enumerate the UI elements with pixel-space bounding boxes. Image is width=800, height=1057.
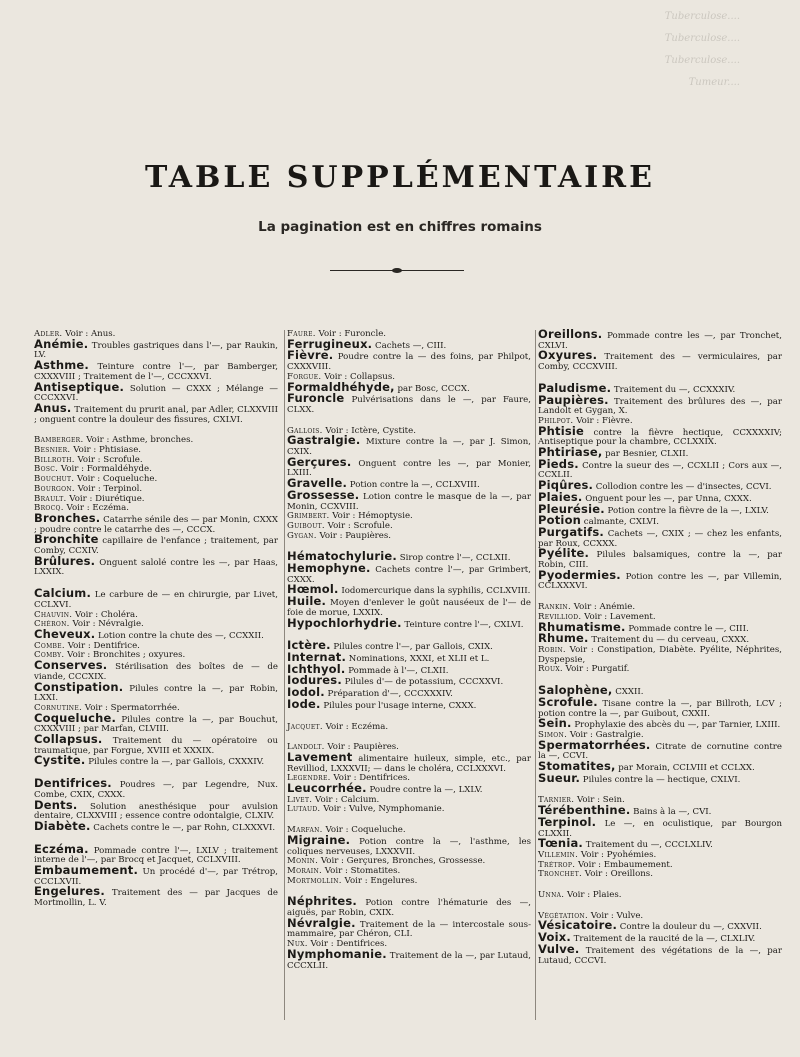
index-entry: Mortmollin. Voir : Engelures. <box>287 875 418 886</box>
index-entry: Stomatites, par Morain, CCLVIII et CCLXX. <box>538 759 755 774</box>
index-entry: Vésicatoire. Contre la douleur du —, CXXVII. <box>538 918 762 933</box>
index-entry: Engelures. Traitement des — par Jacques de Mortmollin, L. V. <box>34 884 278 909</box>
ghost-line: Tuberculose.... <box>664 33 740 44</box>
index-entry: Tœnia. Traitement du —, CCCLXLIV. <box>538 836 713 851</box>
index-entry: Purgatifs. Cachets —, CXIX ; — chez les enfants, par Roux, CCXXX. <box>538 524 782 549</box>
index-entry: Térébenthine. Bains à la —, CVI. <box>538 803 712 818</box>
index-entry: Bamberger. Voir : Asthme, bronches. <box>34 435 194 446</box>
index-entry: Hemophyne. Cachets contre l'—, par Grimbert, CXXX. <box>287 561 531 585</box>
ghost-line: Tuberculose.... <box>664 11 740 22</box>
index-entry: Besnier. Voir : Phtisiase. <box>34 445 142 456</box>
index-entry: Oreillons. Pommade contre les —, par Tronchet, CXLVI. <box>538 327 782 351</box>
index-entry: Cheveux. Lotion contre la chute des —, CCXXII. <box>34 626 264 641</box>
index-entry: Asthme. Teinture contre l'—, par Bamberger, CXXXVIII ; Traitement de l'—, CCCXXVI. <box>34 358 278 382</box>
index-entry: Chauvin. Voir : Choléra. <box>34 609 138 620</box>
ornamental-divider <box>330 268 464 274</box>
index-entry: Plaies. Onguent pour les —, par Unna, CXXX. <box>538 489 752 504</box>
index-entry: Robin. Voir : Constipation, Diabète. Pyélite, Néphrites, Dyspepsie, <box>538 644 782 665</box>
index-entry: Gravelle. Potion contre la —, CCLXVIII. <box>287 476 480 491</box>
index-entry: Phtisie contre la fièvre hectique, CCXXXXIV; Antiseptique pour la chambre, CCLXXIX. <box>538 423 782 448</box>
index-entry: Gastralgie. Mixture contre la —, par J. Simon, CXIX. <box>287 433 531 458</box>
index-entry: Philpot. Voir : Fièvre. <box>538 415 633 426</box>
index-entry: Fièvre. Poudre contre la — des foins, par Philpot, CXXXVIII. <box>287 348 531 373</box>
index-entry: Dentifrices. Poudres —, par Legendre, Nux. Combe, CXIX, CXXX. <box>34 776 278 800</box>
index-entry: Gerçures. Onguent contre les —, par Monier, LXIII. <box>287 454 531 479</box>
index-entry: Landolt. Voir : Paupières. <box>287 742 399 753</box>
index-entry: Pyélite. Pilules balsamiques, contre la —, par Robin, CIII. <box>538 546 782 571</box>
section-gap <box>287 416 531 427</box>
index-entry: Dents. Solution anesthésique pour avulsion dentaire, CLXXVIII ; essence contre odontalgie, CLXIV. <box>34 797 278 822</box>
index-entry: Collapsus. Traitement du — opératoire ou traumatique, par Forgue, XVIII et XXXIX. <box>34 732 278 756</box>
index-entry: Anus. Traitement du prurit anal, par Adler, CLXXVIII ; onguent contre la douleur des fissures, CXLVI. <box>34 400 278 425</box>
index-entry: Comby. Voir : Bronchites ; oxyures. <box>34 650 186 661</box>
index-entry: Forgue. Voir : Collapsus. <box>287 371 395 382</box>
index-entry: Névralgie. Traitement de la — intercostale sous-mammaire, par Chéron, CLI. <box>287 915 531 940</box>
ghost-line: Tuberculose.... <box>664 55 740 66</box>
index-entry: Faure. Voir : Furoncle. <box>287 329 387 339</box>
index-entry: Billroth. Voir : Scrofule. <box>34 454 143 465</box>
index-entry: Gygan. Voir : Paupières. <box>287 530 391 541</box>
index-entry: Monin. Voir : Gerçures, Bronches, Grossesse. <box>287 856 486 867</box>
index-entry: Unna. Voir : Plaies. <box>538 890 622 901</box>
index-entry: Ichthyol. Pommade à l'—, CLXII. <box>287 661 449 676</box>
index-entry: Antiseptique. Solution — CXXX ; Mélange — CCCXXVI. <box>34 379 278 404</box>
index-entry: Hématochylurie. Sirop contre l'—, CCLXII. <box>287 549 511 564</box>
index-entry: Eczéma. Pommade contre l'—, LXLV ; traitement interne de l'—, par Brocq et Jacquet, CCLXVIII. <box>34 841 278 866</box>
page-title: TABLE SUPPLÉMENTAIRE <box>145 160 655 195</box>
page-subtitle: La pagination est en chiffres romains <box>258 219 542 235</box>
index-entry: Tarnier. Voir : Sein. <box>538 795 625 806</box>
index-entry: Bosc. Voir : Formaldéhyde. <box>34 464 152 475</box>
index-entry: Villemin. Voir : Pyohémies. <box>538 849 657 860</box>
index-entry: Phtiriase, par Besnier, CLXII. <box>538 445 689 460</box>
index-entry: Oxyures. Traitement des — vermiculaires, par Comby, CCCXVIII. <box>538 348 782 373</box>
index-entry: Simon. Voir : Gastralgie. <box>538 729 644 740</box>
index-entry: Hœmol. Iodomercurique dans la syphilis, CCLXVIII. <box>287 582 531 597</box>
index-entry: Nymphomanie. Traitement de la —, par Lutaud, CCCXLII. <box>287 946 531 971</box>
index-entry: Brûlures. Onguent salolé contre les —, par Haas, LXXIX. <box>34 553 278 578</box>
index-entry: Anémie. Troubles gastriques dans l'—, par Raukin, LV. <box>34 336 278 361</box>
index-entry: Grossesse. Lotion contre le masque de la —, par Monin, CCXVIII. <box>287 487 531 512</box>
index-entry: Végétation. Voir : Vulve. <box>538 910 644 921</box>
index-entry: Trétrop. Voir : Embaumement. <box>538 859 673 870</box>
index-entry: Nux. Voir : Dentifrices. <box>287 939 388 950</box>
ghost-line: Tumeur.... <box>688 77 740 88</box>
index-entry: Chéron. Voir : Névralgie. <box>34 619 144 630</box>
index-entry: Bronches. Catarrhe sénile des — par Monin, CXXX ; poudre contre le catarrhe des —, CCCX. <box>34 510 278 535</box>
index-entry: Conserves. Stérilisation des boîtes de — de viande, CCCXIX. <box>34 658 278 682</box>
index-entry: Marfan. Voir : Coqueluche. <box>287 825 406 836</box>
index-entry: Legendre. Voir : Dentifrices. <box>287 773 410 784</box>
index-entry: Gallois. Voir : Ictère, Cystite. <box>287 425 416 436</box>
index-entry: Cornutine. Voir : Spermatorrhée. <box>34 702 180 713</box>
index-entry: Rankin. Voir : Anémie. <box>538 602 636 613</box>
index-entry: Embaumement. Un procédé d'—, par Trétrop, CCCLXVII. <box>34 863 278 887</box>
index-entry: Paludisme. Traitement du —, CCXXXIV. <box>538 380 736 395</box>
index-column-1 <box>34 330 278 909</box>
index-entry: Formaldhéhyde, par Bosc, CCCX. <box>287 379 470 394</box>
bleed-through-header <box>520 6 740 116</box>
divider-ornament <box>392 268 402 273</box>
index-entry: Terpinol. Le —, en oculistique, par Bourgon CLXXII. <box>538 814 782 839</box>
index-entry: Revilliod. Voir : Lavement. <box>538 611 656 622</box>
index-entry: Bronchite capillaire de l'enfance ; traitement, par Comby, CCXIV. <box>34 532 278 557</box>
index-entry: Constipation. Pilules contre la —, par Robin, LXXI. <box>34 679 278 704</box>
index-entry: Iodol. Préparation d'—, CCCXXXIV. <box>287 685 453 700</box>
index-entry: Huile. Moyen d'enlever le goût nauséeux de l'— de foie de morue, LXXIX. <box>287 594 531 618</box>
index-entry: Adler. Voir : Anus. <box>34 329 116 339</box>
index-entry: Brault. Voir : Diurétique. <box>34 493 145 504</box>
index-entry: Ferrugineux. Cachets —, CIII. <box>287 336 447 351</box>
index-entry: Livet. Voir : Calcium. <box>287 794 380 805</box>
index-entry: Vulve. Traitement des végétations de la —, par Lutaud, CCCVI. <box>538 941 782 966</box>
index-column-3 <box>535 327 782 1020</box>
index-entry: Furoncle Pulvérisations dans le —, par Faure, CLXX. <box>287 391 531 415</box>
index-entry: Pieds. Contre la sueur des —, CCXLII ; Cors aux —, CCXLII. <box>538 456 782 481</box>
index-entry: Spermatorrhées. Citrate de cornutine contre la —, CCVI. <box>538 737 782 762</box>
index-entry: Calcium. Le carbure de — en chirurgie, par Livet, CCLXVI. <box>34 586 278 610</box>
index-entry: Voix. Traitement de la raucité de la —, CLXLIV. <box>538 930 756 945</box>
index-entry: Brocq. Voir : Eczéma. <box>34 503 130 514</box>
index-entry: Iode. Pilules pour l'usage interne, CXXX. <box>287 696 477 711</box>
index-entry: Rhumatisme. Pommade contre le —, CIII. <box>538 619 749 634</box>
index-column-2 <box>284 330 531 1020</box>
index-entry: Piqûres. Collodion contre les — d'insectes, CCVI. <box>538 478 772 493</box>
index-entry: Hypochlorhydrie. Teinture contre l'—, CXLVI. <box>287 615 524 630</box>
index-entry: Sein. Prophylaxie des abcès du —, par Tarnier, LXIII. <box>538 716 781 731</box>
index-entry: Pyodermies. Potion contre les —, par Villemin, CCLXXXVI. <box>538 567 782 592</box>
index-entry: Cystite. Pilules contre la —, par Gallois, CXXXIV. <box>34 753 265 768</box>
index-entry: Lavement alimentaire huileux, simple, etc., par Revilliod, LXXXVII; — dans le choléra, CCLXXXVI. <box>287 749 531 774</box>
index-entry: Potion calmante, CXLVI. <box>538 513 660 528</box>
index-entry: Ictère. Pilules contre l'—, par Gallois, CXIX. <box>287 638 493 653</box>
index-entry: Guibout. Voir : Scrofule. <box>287 520 393 531</box>
index-entry: Morain. Voir : Stomatites. <box>287 865 401 876</box>
index-entry: Néphrites. Potion contre l'hématurie des —, aiguës, par Robin, CXIX. <box>287 894 531 919</box>
index-entry: Jacquet. Voir : Eczéma. <box>287 721 389 732</box>
index-entry: Grimbert. Voir : Hémoptysie. <box>287 511 413 522</box>
index-entry: Internat. Nominations, XXXI, et XLII et L. <box>287 649 490 664</box>
index-entry: Migraine. Potion contre la —, l'asthme, les coliques nerveuses, LXXXVII. <box>287 832 531 857</box>
index-entry: Sueur. Pilules contre la — hectique, CXLVI. <box>538 770 741 785</box>
index-entry: Roux. Voir : Purgatif. <box>538 664 630 675</box>
index-entry: Combe. Voir : Dentifrice. <box>34 640 140 651</box>
index-entry: Paupières. Traitement des brûlures des —, par Landolt et Gygan, X. <box>538 392 782 417</box>
section-gap <box>287 712 531 723</box>
index-entry: Tronchet. Voir : Oreillons. <box>538 869 653 880</box>
index-entry: Bouchut. Voir : Coqueluche. <box>34 474 158 485</box>
index-entry: Coqueluche. Pilules contre la —, par Bouchut, CXXXVIII ; par Marfan, CLVIII. <box>34 710 278 735</box>
index-entry: Diabète. Cachets contre le —, par Rohn, CLXXXVI. <box>34 818 276 833</box>
index-entry: Lutaud. Voir : Vulve, Nymphomanie. <box>287 804 445 815</box>
index-entry: Iodures. Pilules d'— de potassium, CCCXXVI. <box>287 673 504 688</box>
index-entry: Pleurésie. Potion contre la fièvre de la —, LXLV. <box>538 501 769 516</box>
index-entry: Leucorrhée. Poudre contre la —, LXLV. <box>287 781 483 796</box>
index-entry: Scrofule. Tisane contre la —, par Billroth, LCV ; potion contre la —, par Guibout, CXXII. <box>538 694 782 719</box>
index-entry: Rhume. Traitement du — du cerveau, CXXX. <box>538 631 750 646</box>
index-entry: Bourgon. Voir : Terpinol. <box>34 483 143 494</box>
index-entry: Salophène, CXXII. <box>538 683 644 698</box>
